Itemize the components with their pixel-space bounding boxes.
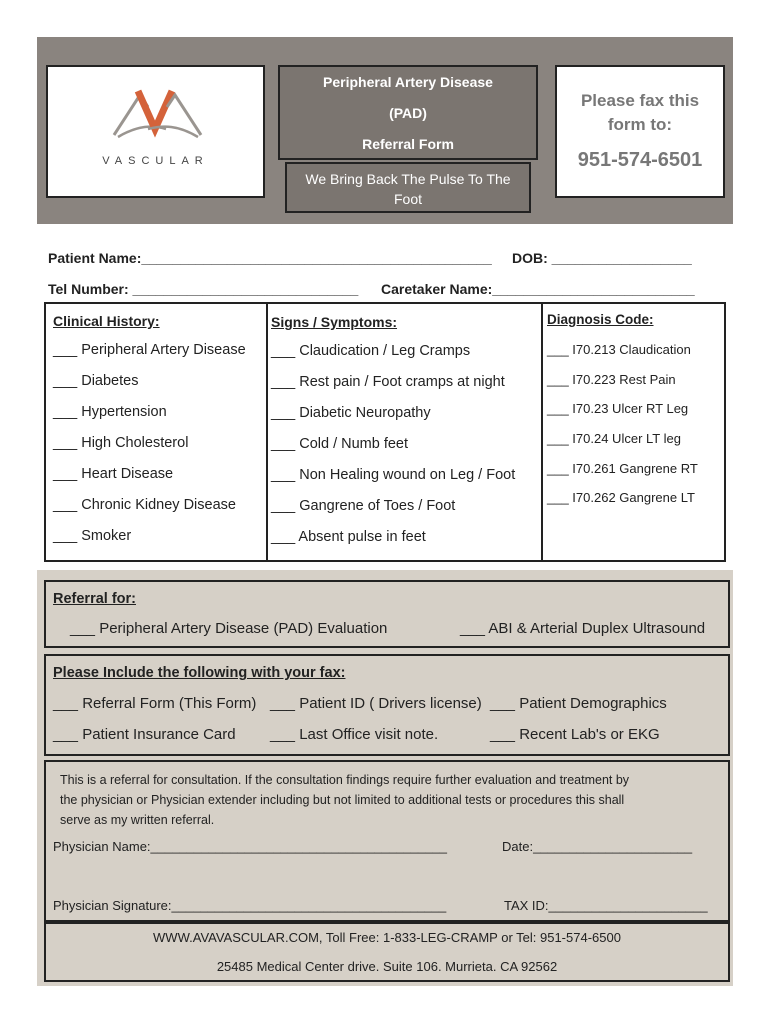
signs-symptoms-heading: Signs / Symptoms: bbox=[271, 314, 398, 330]
consultation-text bbox=[60, 770, 710, 830]
diagnosis-code-column bbox=[541, 304, 724, 560]
referral-option-abi[interactable]: ___ ABI & Arterial Duplex Ultrasound bbox=[460, 620, 706, 637]
clinical-history-item[interactable]: ___ Diabetes bbox=[53, 373, 139, 389]
consultation-line-3: serve as my written referral. bbox=[60, 813, 215, 827]
clinical-history-item[interactable]: ___ Chronic Kidney Disease bbox=[53, 497, 236, 513]
logo-wordmark: VASCULAR bbox=[102, 155, 209, 167]
clinical-history-item[interactable]: ___ Hypertension bbox=[53, 404, 167, 420]
include-item[interactable]: ___ Patient Demographics bbox=[490, 695, 667, 712]
tagline bbox=[285, 162, 531, 213]
consultation-line-1: This is a referral for consultation. If the consultation findings require further evaluation and treatment by bbox=[60, 773, 630, 787]
diagnosis-code-heading: Diagnosis Code: bbox=[547, 312, 654, 327]
fax-label: Please fax this form to: bbox=[580, 91, 700, 134]
title-line-1: Peripheral Artery Disease bbox=[323, 74, 493, 90]
date-field[interactable]: Date:______________________ bbox=[502, 839, 693, 854]
symptom-item[interactable]: ___ Absent pulse in feet bbox=[271, 529, 426, 545]
consultation-panel bbox=[44, 760, 730, 924]
consultation-line-2: the physician or Physician extender including but not limited to additional tests or procedures this shall bbox=[60, 793, 625, 807]
referral-section bbox=[37, 570, 733, 986]
clinical-history-column bbox=[46, 304, 268, 560]
tagline-line-2: Foot bbox=[393, 191, 422, 207]
include-item[interactable]: ___ Recent Lab's or EKG bbox=[490, 726, 660, 743]
clinical-history-item[interactable]: ___ High Cholesterol bbox=[53, 435, 189, 451]
diagnosis-code-item[interactable]: ___ I70.24 Ulcer LT leg bbox=[547, 431, 681, 446]
diagnosis-code-item[interactable]: ___ I70.261 Gangrene RT bbox=[547, 461, 698, 476]
physician-signature-field[interactable]: Physician Signature:______________________________________ bbox=[53, 898, 447, 913]
symptom-item[interactable]: ___ Gangrene of Toes / Foot bbox=[271, 498, 456, 514]
title-line-2: (PAD) bbox=[389, 105, 427, 121]
referral-for-panel bbox=[44, 580, 730, 648]
diagnosis-code-item[interactable]: ___ I70.23 Ulcer RT Leg bbox=[547, 401, 689, 416]
tax-id-field[interactable]: TAX ID:______________________ bbox=[504, 898, 708, 913]
form-title bbox=[278, 65, 538, 160]
footer-contact: WWW.AVAVASCULAR.COM, Toll Free: 1-833-LEG-CRAMP or Tel: 951-574-6500 bbox=[153, 930, 621, 945]
include-heading: Please Include the following with your fax: bbox=[53, 665, 346, 681]
dob-field[interactable]: DOB: __________________ bbox=[512, 250, 692, 266]
symptom-item[interactable]: ___ Rest pain / Foot cramps at night bbox=[271, 374, 505, 390]
symptom-item[interactable]: ___ Non Healing wound on Leg / Foot bbox=[271, 467, 516, 483]
clinical-history-heading: Clinical History: bbox=[53, 313, 160, 329]
referral-option-pad[interactable]: ___ Peripheral Artery Disease (PAD) Evaluation bbox=[70, 620, 388, 637]
include-item[interactable]: ___ Last Office visit note. bbox=[270, 726, 439, 743]
tagline-line-1: We Bring Back The Pulse To The bbox=[305, 171, 511, 187]
symptom-item[interactable]: ___ Cold / Numb feet bbox=[271, 436, 409, 452]
clinical-history-item[interactable]: ___ Peripheral Artery Disease bbox=[53, 342, 246, 358]
diagnosis-code-item[interactable]: ___ I70.223 Rest Pain bbox=[547, 372, 676, 387]
referral-for-heading: Referral for: bbox=[53, 591, 136, 607]
title-line-3: Referral Form bbox=[362, 136, 454, 152]
history-grid bbox=[44, 302, 726, 562]
fax-number: 951-574-6501 bbox=[577, 149, 703, 171]
patient-name-field[interactable]: Patient Name:_____________________________________________ bbox=[48, 250, 492, 266]
diagnosis-code-item[interactable]: ___ I70.262 Gangrene LT bbox=[547, 490, 695, 505]
diagnosis-code-item[interactable]: ___ I70.213 Claudication bbox=[547, 342, 691, 357]
include-item[interactable]: ___ Patient ID ( Drivers license) bbox=[270, 695, 482, 712]
caretaker-name-field[interactable]: Caretaker Name:__________________________ bbox=[381, 281, 695, 297]
include-item[interactable]: ___ Referral Form (This Form) bbox=[53, 695, 257, 712]
signs-symptoms-column bbox=[266, 304, 543, 560]
footer-address: 25485 Medical Center drive. Suite 106. Murrieta. CA 92562 bbox=[216, 959, 558, 974]
logo-box bbox=[46, 65, 265, 198]
include-item[interactable]: ___ Patient Insurance Card bbox=[53, 726, 236, 743]
symptom-item[interactable]: ___ Diabetic Neuropathy bbox=[271, 405, 431, 421]
clinical-history-item[interactable]: ___ Heart Disease bbox=[53, 466, 174, 482]
symptom-item[interactable]: ___ Claudication / Leg Cramps bbox=[271, 343, 471, 359]
ava-logo-mark bbox=[48, 67, 267, 157]
fax-box bbox=[555, 65, 725, 198]
include-panel bbox=[44, 654, 730, 756]
footer-panel bbox=[44, 920, 730, 982]
tel-number-field[interactable]: Tel Number: _____________________________ bbox=[48, 281, 359, 297]
physician-name-field[interactable]: Physician Name:_________________________________________ bbox=[53, 839, 447, 854]
clinical-history-item[interactable]: ___ Smoker bbox=[53, 528, 132, 544]
